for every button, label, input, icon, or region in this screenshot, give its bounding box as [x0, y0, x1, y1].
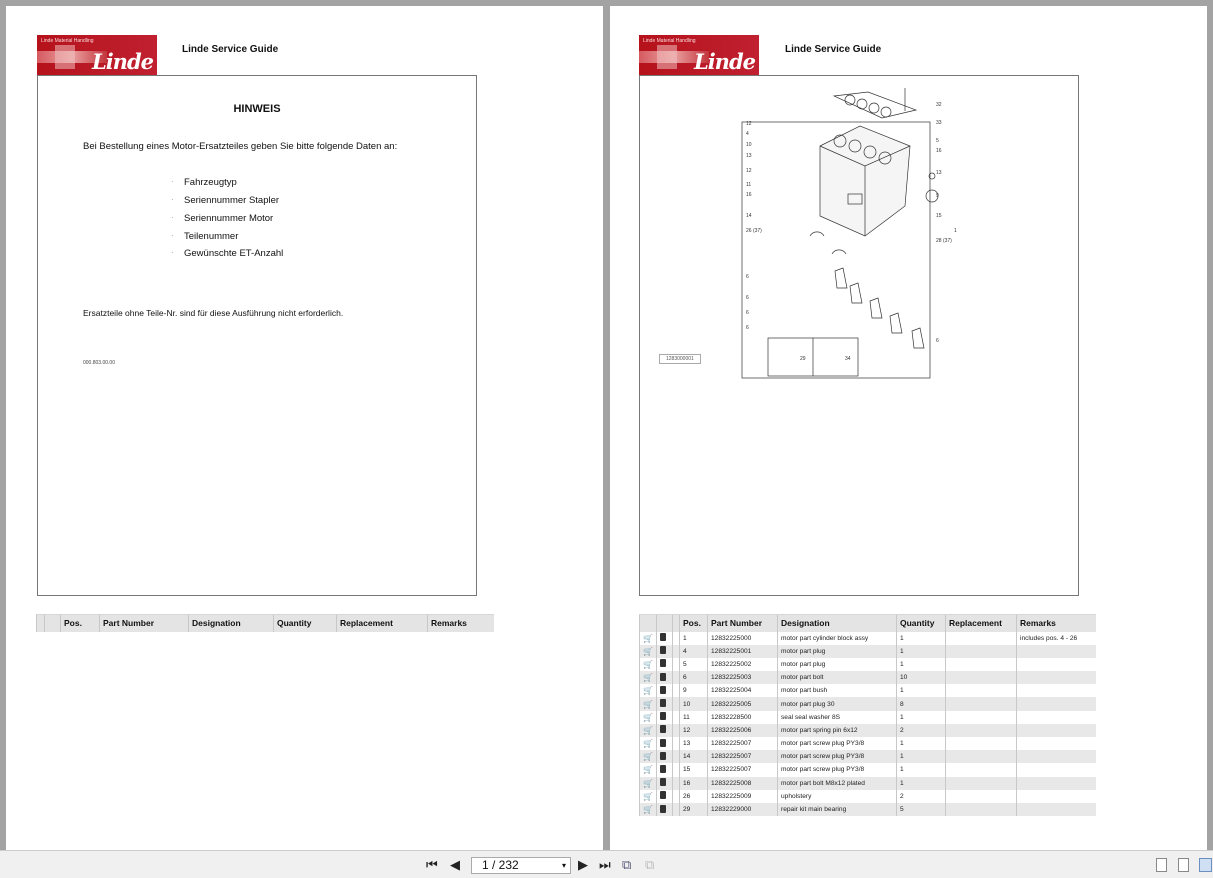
page-number: 1 / 232 — [482, 858, 519, 872]
cell-designation: motor part plug — [778, 658, 897, 671]
cell-quantity: 1 — [897, 645, 946, 658]
cell-replacement — [946, 711, 1017, 724]
cell-designation: repair kit main bearing — [778, 803, 897, 816]
cell-remarks — [1017, 763, 1097, 776]
cell-part-number: 12832229000 — [708, 803, 778, 816]
callout-label: 28 (37) — [936, 238, 952, 244]
cell-pos: 13 — [680, 737, 708, 750]
single-page-view-icon[interactable] — [1156, 858, 1167, 872]
callout-label: 9 — [936, 193, 939, 199]
cell-pos: 12 — [680, 724, 708, 737]
table-row — [640, 684, 1097, 697]
callout-label: 1 — [954, 228, 957, 234]
clipboard-icon[interactable] — [657, 658, 673, 671]
callout-label: 6 — [746, 295, 749, 301]
clipboard-icon[interactable] — [657, 684, 673, 697]
cell-designation: motor part plug — [778, 645, 897, 658]
clipboard-icon[interactable] — [657, 645, 673, 658]
clipboard-icon[interactable] — [657, 632, 673, 645]
cell-designation: motor part screw plug PY3/8 — [778, 750, 897, 763]
callout-label: 16 — [936, 148, 942, 154]
linde-logo — [37, 35, 157, 75]
list-item: · Seriennummer Stapler — [184, 195, 279, 206]
add-to-cart-icon[interactable]: 🛒 — [640, 658, 657, 671]
note-text: Ersatzteile ohne Teile-Nr. sind für diese Ausführung nicht erforderlich. — [83, 308, 344, 318]
cell-quantity: 5 — [897, 803, 946, 816]
cell-pos: 6 — [680, 671, 708, 684]
table-row — [640, 777, 1097, 790]
cell-designation: motor part screw plug PY3/8 — [778, 763, 897, 776]
cell-pos: 16 — [680, 777, 708, 790]
col-designation: Designation — [189, 615, 274, 632]
cell-replacement — [946, 632, 1017, 645]
cell-part-number: 12832225007 — [708, 763, 778, 776]
col-quantity: Quantity — [897, 615, 946, 632]
add-to-cart-icon[interactable]: 🛒 — [640, 777, 657, 790]
clipboard-icon[interactable] — [657, 724, 673, 737]
list-item: · Seriennummer Motor — [184, 213, 273, 224]
cell-quantity: 10 — [897, 671, 946, 684]
col-quantity: Quantity — [274, 615, 337, 632]
cell-remarks: includes pos. 4 - 26 — [1017, 632, 1097, 645]
logo-wordmark: Linde — [91, 49, 153, 74]
next-page-button[interactable]: ▶ — [578, 857, 588, 872]
add-to-cart-icon[interactable]: 🛒 — [640, 750, 657, 763]
linde-logo — [639, 35, 759, 75]
cell-replacement — [946, 645, 1017, 658]
cell-part-number: 12832225009 — [708, 790, 778, 803]
pdf-toolbar — [0, 850, 1213, 878]
callout-label: 12 — [746, 121, 752, 127]
cell-remarks — [1017, 750, 1097, 763]
cell-replacement — [946, 750, 1017, 763]
clipboard-icon[interactable] — [657, 711, 673, 724]
clipboard-icon[interactable] — [657, 737, 673, 750]
col-designation: Designation — [778, 615, 897, 632]
callout-label: 12 — [746, 168, 752, 174]
cell-part-number: 12832225008 — [708, 777, 778, 790]
page-title: Linde Service Guide — [182, 44, 279, 55]
cell-part-number: 12832225000 — [708, 632, 778, 645]
cell-quantity: 1 — [897, 632, 946, 645]
callout-label: 4 — [746, 131, 749, 137]
table-row — [640, 632, 1097, 645]
cell-part-number: 12832225003 — [708, 671, 778, 684]
previous-page-button[interactable]: ◀ — [450, 857, 460, 872]
cell-replacement — [946, 737, 1017, 750]
table-row — [640, 658, 1097, 671]
page-left — [6, 6, 603, 850]
callout-label: 33 — [936, 120, 942, 126]
cell-designation: motor part plug 30 — [778, 697, 897, 710]
add-to-cart-icon[interactable]: 🛒 — [640, 737, 657, 750]
cell-part-number: 12832225005 — [708, 697, 778, 710]
cell-designation: motor part bolt — [778, 671, 897, 684]
cell-designation: motor part bush — [778, 684, 897, 697]
callout-label: 5 — [936, 138, 939, 144]
list-item: · Teilenummer — [184, 231, 238, 242]
cell-remarks — [1017, 803, 1097, 816]
cell-pos: 15 — [680, 763, 708, 776]
logo-subtitle: Linde Material Handling — [41, 38, 94, 44]
add-to-cart-icon[interactable]: 🛒 — [640, 645, 657, 658]
cell-designation: motor part spring pin 6x12 — [778, 724, 897, 737]
cell-quantity: 2 — [897, 724, 946, 737]
clipboard-icon[interactable] — [657, 790, 673, 803]
col-remarks: Remarks — [428, 615, 495, 632]
cell-quantity: 1 — [897, 711, 946, 724]
callout-label: 29 — [800, 356, 806, 362]
cell-replacement — [946, 658, 1017, 671]
cell-designation: upholstery — [778, 790, 897, 803]
callout-label: 26 (37) — [746, 228, 762, 234]
col-pos: Pos. — [61, 615, 100, 632]
cell-quantity: 8 — [897, 697, 946, 710]
table-row — [640, 803, 1097, 816]
cell-quantity: 1 — [897, 684, 946, 697]
cell-remarks — [1017, 645, 1097, 658]
cell-replacement — [946, 803, 1017, 816]
table-row — [640, 671, 1097, 684]
callout-label: 6 — [746, 310, 749, 316]
add-to-cart-icon[interactable]: 🛒 — [640, 697, 657, 710]
cell-remarks — [1017, 724, 1097, 737]
clipboard-icon[interactable] — [657, 803, 673, 816]
callout-label: 13 — [936, 170, 942, 176]
cell-part-number: 12832225001 — [708, 645, 778, 658]
list-item: · Gewünschte ET-Anzahl — [184, 248, 283, 259]
page-right — [610, 6, 1207, 850]
last-page-button[interactable]: ⏭ — [599, 857, 611, 872]
col-part-number: Part Number — [708, 615, 778, 632]
callout-label: 13 — [746, 153, 752, 159]
cell-part-number: 12832225007 — [708, 737, 778, 750]
list-item: · Fahrzeugtyp — [184, 177, 237, 188]
cell-replacement — [946, 684, 1017, 697]
cell-designation: motor part cylinder block assy — [778, 632, 897, 645]
callout-label: 34 — [845, 356, 851, 362]
cell-quantity: 2 — [897, 790, 946, 803]
col-replacement: Replacement — [337, 615, 428, 632]
two-page-view-icon[interactable] — [1199, 858, 1212, 872]
callout-label: 6 — [936, 338, 939, 344]
cell-quantity: 1 — [897, 750, 946, 763]
cell-pos: 4 — [680, 645, 708, 658]
table-row — [640, 724, 1097, 737]
cell-remarks — [1017, 684, 1097, 697]
callout-label: 32 — [936, 102, 942, 108]
cell-remarks — [1017, 777, 1097, 790]
col-remarks: Remarks — [1017, 615, 1097, 632]
cell-replacement — [946, 724, 1017, 737]
logo-wordmark: Linde — [693, 49, 755, 74]
clipboard-icon[interactable] — [657, 777, 673, 790]
first-page-button[interactable]: ⏮ — [426, 857, 438, 872]
table-row — [640, 697, 1097, 710]
col-part-number: Part Number — [100, 615, 189, 632]
cell-remarks — [1017, 658, 1097, 671]
add-to-cart-icon[interactable]: 🛒 — [640, 724, 657, 737]
cell-designation: seal seal washer 8S — [778, 711, 897, 724]
callout-label: 16 — [746, 192, 752, 198]
continuous-view-icon[interactable] — [1178, 858, 1189, 872]
add-to-cart-icon[interactable]: 🛒 — [640, 763, 657, 776]
add-to-cart-icon[interactable]: 🛒 — [640, 803, 657, 816]
cell-pos: 11 — [680, 711, 708, 724]
col-pos: Pos. — [680, 615, 708, 632]
clipboard-icon[interactable] — [657, 671, 673, 684]
add-to-cart-icon[interactable]: 🛒 — [640, 790, 657, 803]
cell-remarks — [1017, 697, 1097, 710]
cell-remarks — [1017, 737, 1097, 750]
cell-part-number: 12832225007 — [708, 750, 778, 763]
page-title: Linde Service Guide — [785, 44, 882, 55]
table-row — [640, 711, 1097, 724]
parts-table — [639, 614, 1096, 816]
cell-designation: motor part screw plug PY3/8 — [778, 737, 897, 750]
cell-replacement — [946, 790, 1017, 803]
content-frame — [639, 75, 1079, 596]
callout-label: 6 — [746, 325, 749, 331]
add-to-cart-icon[interactable]: 🛒 — [640, 671, 657, 684]
cell-remarks — [1017, 790, 1097, 803]
table-row — [640, 645, 1097, 658]
callout-label: 11 — [746, 182, 752, 188]
content-frame — [37, 75, 477, 596]
parts-table-empty — [36, 614, 494, 632]
callout-label: 6 — [746, 274, 749, 280]
cell-quantity: 1 — [897, 658, 946, 671]
cell-designation: motor part bolt M8x12 plated — [778, 777, 897, 790]
cell-quantity: 1 — [897, 763, 946, 776]
figure-id: 1283000001 — [659, 354, 701, 364]
cell-pos: 26 — [680, 790, 708, 803]
callout-label: 15 — [936, 213, 942, 219]
cell-pos: 9 — [680, 684, 708, 697]
cell-part-number: 12832225004 — [708, 684, 778, 697]
page-number-select[interactable] — [471, 857, 571, 874]
cell-replacement — [946, 671, 1017, 684]
cell-replacement — [946, 777, 1017, 790]
cell-pos: 1 — [680, 632, 708, 645]
cell-replacement — [946, 763, 1017, 776]
callout-label: 14 — [746, 213, 752, 219]
add-to-cart-icon[interactable]: 🛒 — [640, 711, 657, 724]
add-to-cart-icon[interactable]: 🛒 — [640, 684, 657, 697]
clipboard-icon[interactable] — [657, 750, 673, 763]
cell-remarks — [1017, 711, 1097, 724]
clipboard-icon[interactable] — [657, 763, 673, 776]
cell-replacement — [946, 697, 1017, 710]
cell-pos: 10 — [680, 697, 708, 710]
intro-text: Bei Bestellung eines Motor-Ersatzteiles geben Sie bitte folgende Daten an: — [83, 141, 398, 152]
col-replacement: Replacement — [946, 615, 1017, 632]
add-to-cart-icon[interactable]: 🛒 — [640, 632, 657, 645]
table-row — [640, 790, 1097, 803]
document-code: 000.803.00.00 — [83, 360, 115, 366]
heading: HINWEIS — [233, 103, 281, 115]
rotate-view-icon[interactable]: ⧉ — [622, 857, 632, 872]
cell-part-number: 12832225002 — [708, 658, 778, 671]
cell-quantity: 1 — [897, 777, 946, 790]
table-row — [640, 737, 1097, 750]
cell-quantity: 1 — [897, 737, 946, 750]
cell-pos: 14 — [680, 750, 708, 763]
cell-pos: 5 — [680, 658, 708, 671]
table-row — [640, 750, 1097, 763]
callout-label: 10 — [746, 142, 752, 148]
logo-subtitle: Linde Material Handling — [643, 38, 696, 44]
cell-pos: 29 — [680, 803, 708, 816]
table-row — [640, 763, 1097, 776]
clipboard-icon[interactable] — [657, 697, 673, 710]
cell-part-number: 12832225006 — [708, 724, 778, 737]
engine-block-exploded-diagram — [740, 86, 980, 386]
chevron-down-icon: ▾ — [561, 861, 566, 870]
cell-part-number: 12832228500 — [708, 711, 778, 724]
cell-remarks — [1017, 671, 1097, 684]
compare-view-icon[interactable]: ⧉ — [645, 857, 655, 872]
